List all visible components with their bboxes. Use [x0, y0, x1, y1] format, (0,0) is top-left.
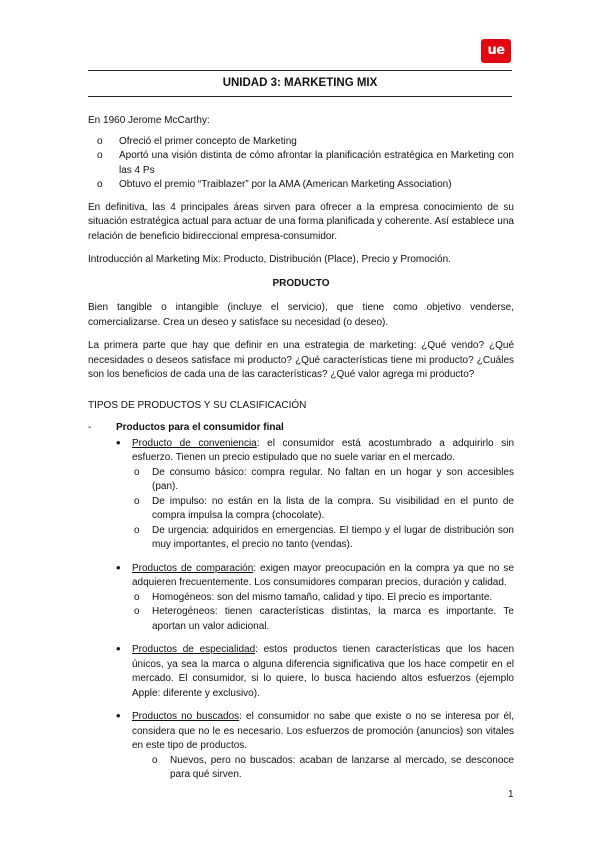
list-item [116, 562, 514, 635]
list-item: o Nuevos, pero no buscados: acaban de lanzarse al mercado, se desconoce para qué sirven. [150, 754, 514, 783]
intro-list [97, 135, 514, 193]
product-types-list [116, 437, 514, 783]
list-item: o Ofreció el primer concepto de Marketing [97, 135, 514, 150]
page-number: 1 [508, 789, 514, 800]
tipos-heading: TIPOS DE PRODUCTOS Y SU CLASIFICACIÓN [88, 399, 307, 411]
text-no-buscados: : el consumidor no sabe que existe o no se interesa por él, considera que no le es necesario. Los esfuerzos de promoción (anuncios) son vitales en este tipo de productos. [132, 711, 515, 751]
list-item: o Homogéneos: son del mismo tamaño, calidad y tipo. El precio es importante. [132, 591, 514, 606]
title-rule-top [88, 70, 512, 71]
comparacion-sublist [132, 591, 514, 635]
producto-definition: Bien tangible o intangible (incluye el servicio), que tiene como objetivo venderse, comercializarse. Crea un deseo y satisface su necesidad (o deseo). [88, 302, 514, 328]
university-logo [481, 39, 511, 63]
term-conveniencia: Producto de conveniencia [132, 437, 257, 449]
list-item [116, 437, 514, 553]
list-item: o De urgencia: adquiridos en emergencias. El tiempo y el lugar de distribución son muy importantes, el precio no tanto (vendas). [132, 524, 514, 553]
text-comparacion: : exigen mayor preocupación en la compra ya que no se adquieren frecuentemente. Los consumidores comparan precios, duración y calidad. [132, 562, 514, 588]
term-comparacion: Productos de comparación [132, 562, 254, 574]
text-especialidad: : estos productos tienen características que los hacen únicos, ya sea la marca o alguna diferencia significativa que los hace competir en el mercado. El consumidor, si lo quiere, lo busca haciendo altos esfuerzos (ejemplo Apple: diferente y exclusivo). [132, 644, 514, 699]
list-item: o Aportó una visión distinta de cómo afrontar la planificación estratégica en Marketing con las 4 Ps [97, 149, 514, 178]
term-especialidad: Productos de especialidad [132, 644, 256, 655]
conveniencia-sublist [132, 466, 514, 553]
producto-questions: La primera parte que hay que definir en una estrategia de marketing: ¿Qué vendo? ¿Qué necesidades o deseos satisface mi producto? ¿Qué características tiene mi producto? ¿Cuáles son los beneficios de cada una de las características? ¿Qué valor agrega mi producto? [88, 340, 514, 380]
intro-lead: En 1960 Jerome McCarthy: [88, 115, 210, 126]
title-rule-bottom [88, 96, 512, 97]
list-item: o De consumo básico: compra regular. No faltan en un hogar y son accesibles (pan). [132, 466, 514, 495]
logo-text: ue [487, 43, 505, 58]
list-item [116, 710, 514, 783]
consumer-products-label: - Productos para el consumidor final [88, 421, 514, 436]
no-buscados-sublist [150, 754, 514, 783]
page-title: UNIDAD 3: MARKETING MIX [222, 77, 378, 89]
intro-paragraph: En definitiva, las 4 principales áreas sirven para ofrecer a la empresa conocimiento de su situación estratégica actual para actuar de una forma planificada y coherente. Así establece una relación de beneficio bidireccional empresa-consumidor. [88, 201, 514, 242]
list-item: o De impulso: no están en la lista de la compra. Su visibilidad en el punto de compra impulsa la compra (chocolate). [132, 495, 514, 524]
text-conveniencia: : el consumidor está acostumbrado a adquirirlo sin esfuerzo. Tienen un precio estipulado que no suele variar en el mercado. [132, 437, 515, 463]
marketing-mix-line: Introducción al Marketing Mix: Producto, Distribución (Place), Precio y Promoción. [88, 254, 451, 265]
list-item: o Obtuvo el premio “Traiblazer” por la AMA (American Marketing Association) [97, 178, 514, 193]
producto-heading: PRODUCTO [272, 277, 330, 289]
list-item: o Heterogéneos: tienen características distintas, la marca es importante. Te aportan un valor adicional. [132, 605, 514, 634]
document-body [88, 114, 514, 792]
list-item [116, 643, 514, 701]
term-no-buscados: Productos no buscados [132, 711, 240, 722]
